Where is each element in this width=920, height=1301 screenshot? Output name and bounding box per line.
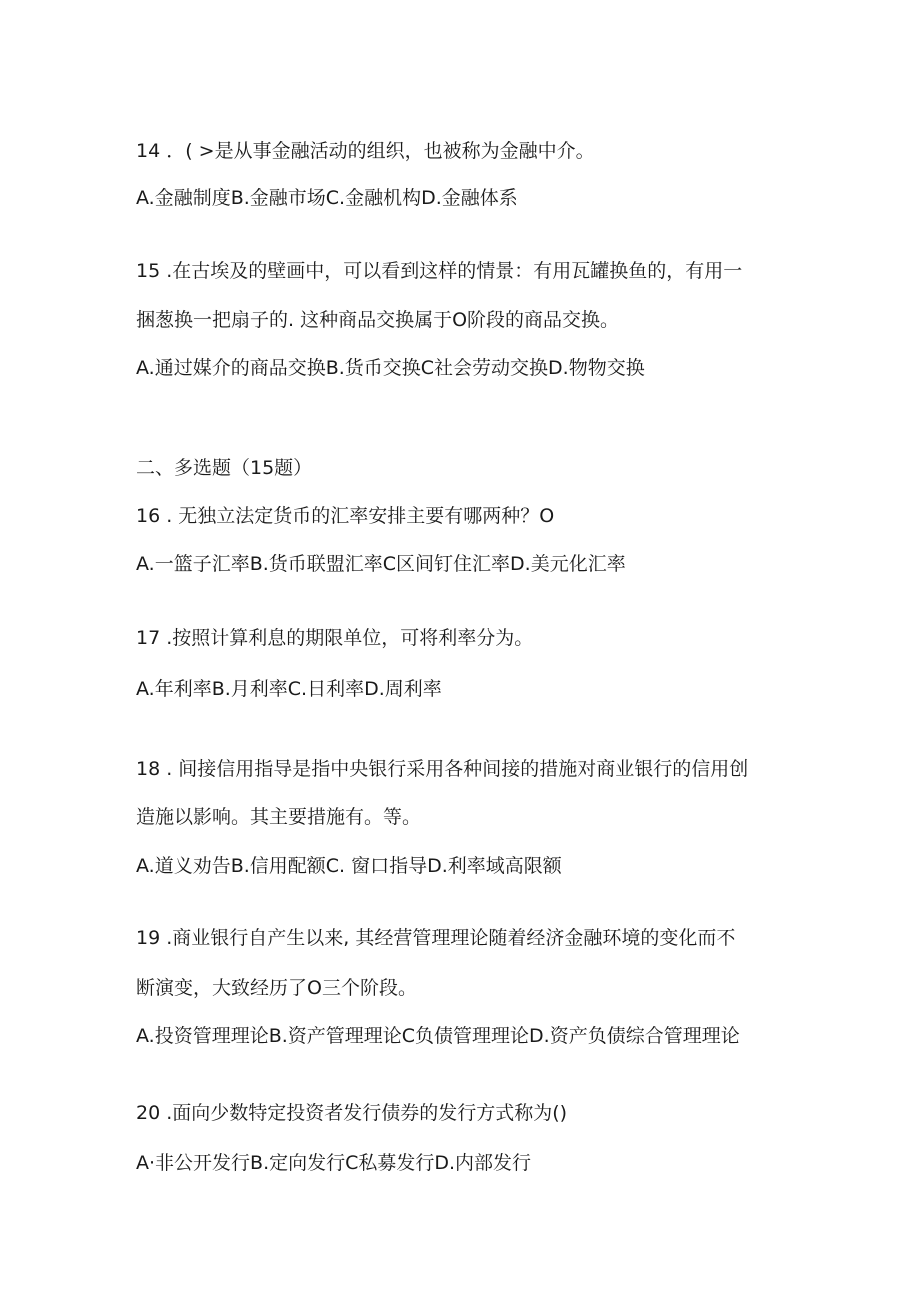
q15-stem-line1: 15 .在古埃及的壁画中，可以看到这样的情景：有用瓦罐换鱼的，有用一 xyxy=(136,260,743,282)
q18-stem-line1: 18 . 间接信用指导是指中央银行采用各种间接的措施对商业银行的信用创 xyxy=(136,758,749,780)
q14-options: A.金融制度B.金融市场C.金融机构D.金融体系 xyxy=(136,187,518,209)
section-heading: 二、多选题（15题） xyxy=(136,457,313,479)
q16-stem: 16 . 无独立法定货币的汇率安排主要有哪两种？O xyxy=(136,505,555,527)
q20-stem: 20 .面向少数特定投资者发行债券的发行方式称为() xyxy=(136,1102,568,1124)
q15-stem-line2: 捆葱换一把扇子的. 这种商品交换属于O阶段的商品交换。 xyxy=(136,309,620,331)
q17-stem: 17 .按照计算利息的期限单位，可将利率分为。 xyxy=(136,627,534,649)
q19-options: A.投资管理理论B.资产管理理论C负债管理理论D.资产负债综合管理理论 xyxy=(136,1025,740,1047)
q19-stem-line1: 19 .商业银行自产生以来, 其经营管理理论随着经济金融环境的变化而不 xyxy=(136,927,736,949)
q15-options: A.通过媒介的商品交换B.货币交换C社会劳动交换D.物物交换 xyxy=(136,357,645,379)
q16-options: A.一篮子汇率B.货币联盟汇率C区间钉住汇率D.美元化汇率 xyxy=(136,553,626,575)
q18-options: A.道义劝告B.信用配额C. 窗口指导D.利率域高限额 xyxy=(136,855,562,877)
q14-stem: 14 ．( >是从事金融活动的组织，也被称为金融中介。 xyxy=(136,140,595,162)
q17-options: A.年利率B.月利率C.日利率D.周利率 xyxy=(136,678,442,700)
q20-options: A·非公开发行B.定向发行C私募发行D.内部发行 xyxy=(136,1152,532,1174)
q18-stem-line2: 造施以影响。其主要措施有。等。 xyxy=(136,806,422,828)
q19-stem-line2: 断演变，大致经历了O三个阶段。 xyxy=(136,977,417,999)
